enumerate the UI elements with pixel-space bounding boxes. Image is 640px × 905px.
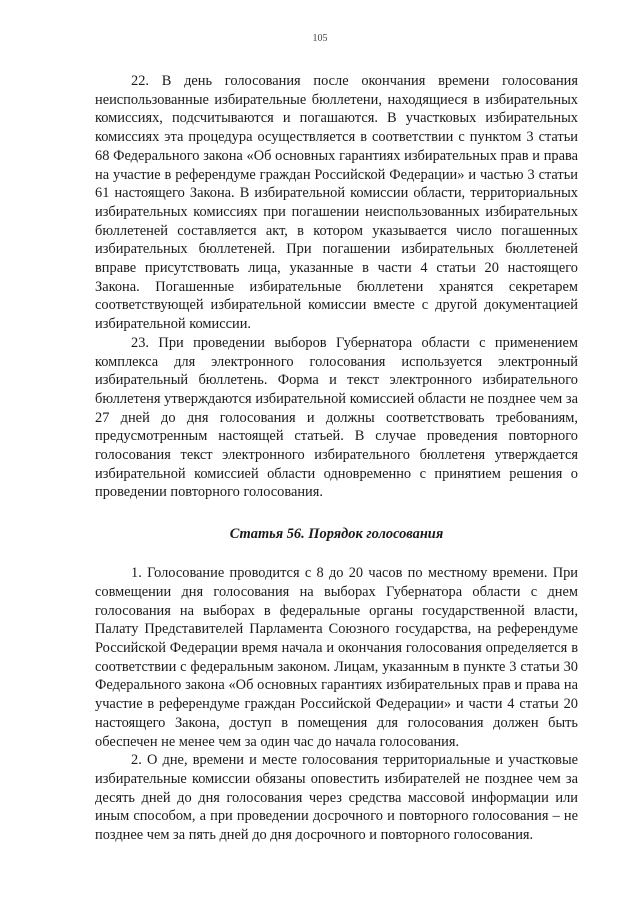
paragraph-2: 2. О дне, времени и месте голосования территориальные и участковые избирательные комиссии обязаны оповестить избирателей не позднее чем за десять дней до дня голосования через средства массовой информации или иным способом, а при проведении досрочного и повторного голосования – не позднее чем за пять дней до дня досрочного и повторного голосования.	[95, 752, 578, 844]
paragraph-1: 1. Голосование проводится с 8 до 20 часов по местному времени. При совмещении дня голосования на выборах Губернатора области с днем голосования на выборах в федеральные органы государственной власти, Палату Представителей Парламента Союзного государства, на референдуме Российской Федерации время начала и окончания голосования определяется в соответствии с федеральным законом. Лицам, указанным в пункте 3 статьи 30 Федерального закона «Об основных гарантиях избирательных прав и права на участие в референдуме граждан Российской Федерации» и части 4 статьи 20 настоящего Закона, доступ в помещения для голосования должен быть обеспечен не менее чем за один час до начала голосования.	[95, 565, 578, 750]
article-title: Статья 56. Порядок голосования	[229, 526, 444, 543]
document-body	[95, 72, 578, 845]
page-number: 105	[312, 33, 328, 44]
paragraph-23: 23. При проведении выборов Губернатора области с применением комплекса для электронного голосования используется электронный избирательный бюллетень. Форма и текст электронного избирательного бюллетеня утверждаются избирательной комиссией области не позднее чем за 27 дней до дня голосования и должны соответствовать требованиям, предусмотренным настоящей статьей. В случае проведения повторного голосования текст электронного избирательного бюллетеня утверждается избирательной комиссией области одновременно с принятием решения о проведении повторного голосования.	[95, 334, 578, 501]
paragraph-22: 22. В день голосования после окончания времени голосования неиспользованные избирательные бюллетени, находящиеся в избирательных комиссиях, подсчитываются и погашаются. В участковых избирательных комиссиях эта процедура осуществляется в соответствии с пунктом 3 статьи 68 Федерального закона «Об основных гарантиях избирательных прав и права на участие в референдуме граждан Российской Федерации» и частью 3 статьи 61 настоящего Закона. В избирательной комиссии области, территориальных избирательных комиссиях при погашении неиспользованных избирательных бюллетеней составляется акт, в котором указывается число погашенных избирательных бюллетеней. При погашении избирательных бюллетеней вправе присутствовать лица, указанные в части 4 статьи 20 настоящего Закона. Погашенные избирательные бюллетени хранятся секретарем соответствующей избирательной комиссии вместе с другой документацией избирательной комиссии.	[95, 73, 578, 333]
